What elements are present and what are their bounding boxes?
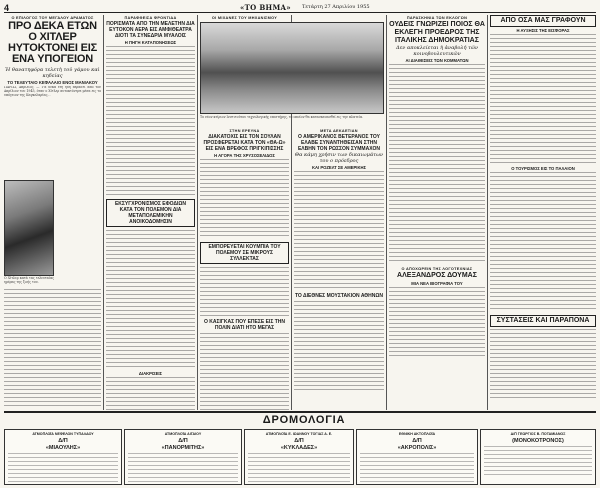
ad-body-text <box>128 453 238 483</box>
article-body-text <box>106 377 195 410</box>
article-body-text <box>200 267 289 317</box>
article-subline: Δεν αποκλείεται ἡ ἀναβολή τῶν κοινοβουλευτικῶν <box>396 45 478 57</box>
hitler-photo <box>4 180 54 276</box>
shipping-ad <box>124 429 242 485</box>
article-kicker: Ο ΑΠΟΧΩΡΕΙΝ ΤΗΣ ΛΟΓΟΤΕΧΝΙΑΣ <box>401 267 473 271</box>
article-headline: ΕΜΠΟΡΕΥΕΤΑΙ ΚΟΥΜΠΙΑ ΤΟΥ ΠΟΛΕΜΟΥ ΣΕ ΜΙΚΡΟΥΣ ΣΥΛΛΕΚΤΑΣ <box>208 244 281 262</box>
article-section: Η ΑΓΟΡΑ ΤΗΣ ΧΡΥΣΟΣΕΛΙΔΟΣ <box>214 153 275 158</box>
photo-caption: Ο Χίτλερ κατά τας τελευταίας ημέρας της ζωής του. <box>4 276 54 284</box>
column-rule <box>487 15 488 410</box>
shipping-ad <box>244 429 354 485</box>
article-headline: ΑΛΕΞΑΝΔΡΟΣ ΔΟΥΜΑΣ <box>397 272 477 279</box>
ad-route: Δ/Π <box>58 438 68 444</box>
article-body-text <box>200 333 289 410</box>
article-kicker: Ο ΕΠΙΛΟΓΟΣ ΤΟΥ ΜΕΓΑΛΟΥ ΔΡΑΜΑΤΟΣ <box>11 16 94 20</box>
article-body-text <box>490 172 596 312</box>
article-kicker: ΠΑΡΑΦΘΕΙΣΑ ΦΡΟΝΤΙΔΑ <box>124 16 177 20</box>
ad-body-text <box>248 453 350 483</box>
article-headline: Ο ΑΜΕΡΙΚΑΝΟΣ ΒΕΤΕΡΑΝΟΣ ΤΟΥ ΕΛΑΒΕ ΣΥΝΑΝΤΗΘΕΙΣΑΝ ΣΤΗΝ ΕΛΒΗΝ ΤΟΝ ΡΩΣΣΟΝ ΣΥΜΜΑΧΟΝ <box>297 134 381 152</box>
column-rule <box>197 15 198 410</box>
article-section: ΔΙΑΚΡΙΣΕΙΣ <box>138 371 163 376</box>
article-veteran <box>294 128 384 410</box>
ad-company: ΑΤΜΟΠΛΟΪΑ Ε. ΙΩΑΝΝΟΥ ΤΟΓΙΑΣ Α. Ε. <box>265 432 333 436</box>
article-air-study <box>106 15 195 410</box>
ad-company: ΕΘΝΙΚΗ ΑΚΤΟΠΛΟΪΑ <box>398 432 436 436</box>
article-subline: Θα κάμη χρήσιν των δικαιωμάτων του ο πρόεδρος <box>294 152 384 164</box>
boxed-article <box>106 199 195 227</box>
article-body-text <box>106 46 195 196</box>
article-letters <box>490 15 596 410</box>
article-headline: ΟΥΔΕΙΣ ΓΝΩΡΙΖΕΙ ΠΟΙΟΣ ΘΑ ΕΚΛΕΓΗ ΠΡΟΕΔΡΟΣ ΤΗΣ ΙΤΑΛΙΚΗΣ ΔΗΜΟΚΡΑΤΙΑΣ <box>389 21 485 44</box>
shipping-ad <box>480 429 596 485</box>
ad-ship-name: «ΚΥΚΛΑΔΕΣ» <box>280 445 318 451</box>
article-headline: ΠΟΡΙΣΜΑΤΑ ΑΠΟ ΤΗΝ ΜΕΛΕΤΗΝ ΔΙΑ ΕΥΤΟΚΟΝ ΑΕΡΑ ΕΙΣ ΑΜΦΙΘΕΑΤΡΑ ΔΙΟΤΙ ΤΑ ΣΥΝΕΔΡΙΑ ΜΥΑΛΟΙΣ <box>106 21 195 39</box>
article-hitler <box>4 15 101 410</box>
ad-company: Δ/Π ΓΕΩΡΓΙΟΣ Β. ΠΟΤΑΜΙΑΝΟΣ <box>510 432 566 436</box>
schedules-title: ΔΡΟΜΟΛΟΓΙΑ <box>262 414 346 426</box>
shipping-ad <box>4 429 122 485</box>
ad-ship-name: «ΜΙΑΟΥΛΗΣ» <box>45 445 81 451</box>
column-rule <box>103 15 104 410</box>
article-section: Η ΠΗΓΗ ΚΑΤΑΠΟΝΗΣΕΩΣ <box>124 40 177 45</box>
article-section: ΚΑΙ ΡΟΖΕΛΤ ΣΕ ΑΜΕΡΙΚΗΣ <box>311 165 367 170</box>
shipping-ad <box>356 429 478 485</box>
article-body-text <box>294 171 384 291</box>
photo-caption: Το νέον κτίριον Ινστιτούτου τεχνολογικής επιστήμης, το οποίον θα κατασκευασθεί εις την πλατεία. <box>200 115 364 119</box>
shipping-schedules <box>4 411 596 485</box>
page-number: 4 <box>4 3 10 13</box>
article-kicker: ΜΕΤΑ ΔΕΚΑΕΤΙΑΝ <box>320 129 358 133</box>
article-italy <box>389 15 485 410</box>
ad-body-text <box>8 453 118 483</box>
ad-body-text <box>484 446 592 476</box>
article-subline: Ἡ θανατηφόρα τελετὴ τοῦ γάμου καὶ κηδείας <box>5 67 100 79</box>
article-headline: ΤΟ ΔΙΕΘΝΕΣ ΜΟΥΣΤΑΚΙΟΝ ΑΘΗΝΩΝ <box>294 293 384 299</box>
article-body-text <box>4 289 101 409</box>
article-kicker: ΣΤΗΝ ΕΡΕΥΝΑ <box>229 129 260 133</box>
article-section: ΜΙΑ ΝΕΑ ΒΙΟΓΡΑΦΙΑ ΤΟΥ <box>411 281 463 286</box>
article-headline: ΑΠΟ ΟΣΑ ΜΑΣ ΓΡΑΦΟΥΝ <box>500 17 586 24</box>
ad-route: Δ/Π <box>412 438 422 444</box>
paper-title: «ΤΟ ΒΗΜΑ» <box>240 3 291 12</box>
issue-date: Τετάρτη 27 Απριλίου 1955 <box>302 4 370 10</box>
masthead <box>4 3 596 13</box>
article-body-text <box>294 301 384 391</box>
column-rule <box>386 15 387 410</box>
article-kicker: ΠΑΡΑΣΚΗΝΙΑ ΤΩΝ ΕΚΛΟΓΩΝ <box>406 16 468 20</box>
article-sultan <box>200 128 289 410</box>
article-section: Ο ΤΟΥΡΙΣΜΟΣ ΕΙΣ ΤΟ ΠΑΛΑΙΟΝ <box>511 166 575 171</box>
letters-header-box <box>490 15 596 27</box>
article-lead: ΠΑΡΙΣΙ, Απρίλιος. — Τ'ά δέκα έτη ήδη περάσει από τον Απρίλιον του 1945, όταν ο Χίτλερ αυτοκτόνησε μέσα εις το υπόγειον της Καγκελαρίας... <box>4 86 101 97</box>
boxed-article <box>200 242 289 264</box>
article-body-text <box>200 159 289 239</box>
ad-route: Δ/Π <box>294 438 304 444</box>
building-photo <box>200 22 384 114</box>
ad-route: Δ/Π <box>178 438 188 444</box>
ad-ship-name: «ΠΑΝΟΡΜΙΤΗΣ» <box>161 445 205 451</box>
ad-body-text <box>360 453 474 483</box>
article-body-text <box>490 34 596 164</box>
article-body-text <box>389 64 485 264</box>
article-section: ΑΙ ΔΙΑΘΕΣΕΙΣ ΤΩΝ ΚΟΜΜΑΤΩΝ <box>405 58 469 63</box>
article-headline: ΣΥΣΤΑΣΕΙΣ ΚΑΙ ΠΑΡΑΠΟΝΑ <box>496 317 590 324</box>
ad-ship-name: «ΑΚΡΟΠΟΛΙΣ» <box>397 445 437 451</box>
article-kicker: ΟΙ ΜΙΧΑΝΕΣ ΤΟΥ ΜΗΧΑΝΙΣΜΟΥ <box>211 16 278 20</box>
ad-ship-name: (ΜΟΝΟΚΟΤΡΟΝΟΣ) <box>512 438 564 444</box>
article-headline: ΕΚΣΥΓΧΡΟΝΙΣΜΟΣ ΕΦΟΔΙΩΝ ΚΑΤΑ ΤΟΝ ΠΟΛΕΜΟΝ ΔΙΑ ΜΕΤΑΠΟΛΕΜΙΚΗΝ ΑΝΟΙΚΟΔΟΜΗΣΙΝ <box>114 201 187 225</box>
article-headline: ΠΡΟ ΔΕΚΑ ΕΤΩΝ Ο ΧΙΤΛΕΡ ΗΥΤΟΚΤΟΝΕΙ ΕΙΣ ΕΝΑ ΥΠΟΓΕΙΟΝ <box>8 20 97 65</box>
ad-company: ΑΤΜΟΠΛΟΪΑ ΑΙΓΑΙΟΥ <box>164 432 202 436</box>
article-headline: ΔΙΑΚΑΤΟΧΙΣ ΕΙΣ ΤΟΝ ΣΟΥΛΑΝ ΠΡΟΣΦΕΡΕΤΑΙ ΚΑΤΑ ΤΟΝ «ΘΑ-Ω» ΕΙΣ ΕΝΑ ΒΡΕΦΟΣ ΠΡΙΓΚΙΠΙΣΣΗΣ <box>203 134 286 152</box>
article-headline: Ο ΚΑΣΙΓΚΑΣ ΠΟΥ ΕΠΕΣΕ ΕΙΣ ΤΗΝ ΠΟΛΙΝ ΔΙΑΤΙ ΗΤΟ ΜΕΓΑΣ <box>204 319 285 331</box>
article-section: Η ΑΥΞΗΣΙΣ ΤΗΣ ΕΙΣΦΟΡΑΣ <box>516 28 570 33</box>
article-section: ΤΟ ΤΕΛΕΥΤΑΙΟ ΚΕΦΑΛΑΙΟ ΕΝΟΣ ΜΑΝΙΑΚΟΥ <box>7 80 98 85</box>
article-body-text <box>389 287 485 357</box>
article-body-text <box>490 329 596 399</box>
boxed-article <box>490 315 596 327</box>
article-body-text <box>106 230 195 370</box>
ad-company: ΑΤΜΟΠΛΟΪΑ ΝΕΦΕΛΟΝ ΤΥΠΑΛΔΟΥ <box>32 432 94 436</box>
